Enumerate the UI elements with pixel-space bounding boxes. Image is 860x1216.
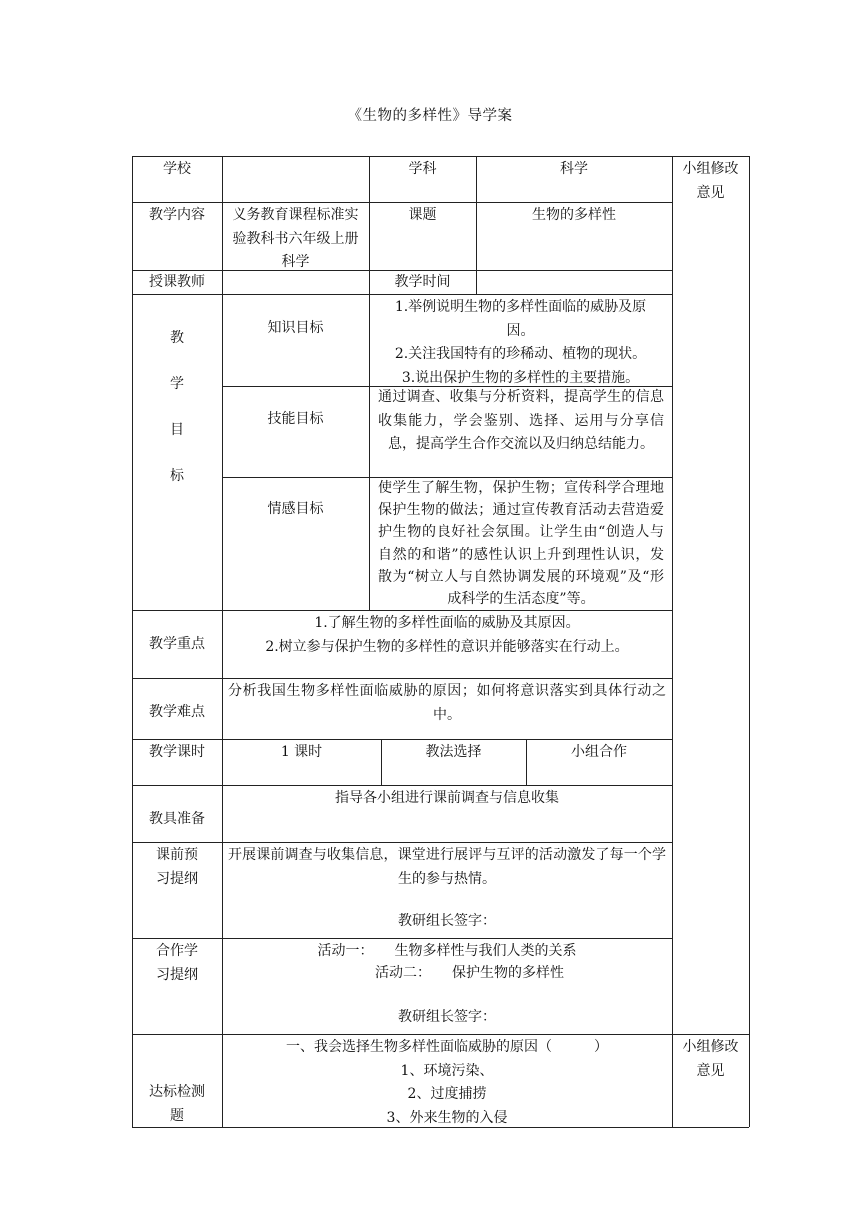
- goals-char: 学: [170, 376, 184, 392]
- coop-activity-2: 活动二： 保护生物的多样性: [375, 965, 564, 981]
- group-opinion-label-bottom: 小组修改意见: [682, 1039, 739, 1079]
- method-value: 小组合作: [571, 744, 627, 760]
- subject-label: 学科: [408, 161, 437, 177]
- emotion-label: 情感目标: [267, 501, 324, 517]
- test-block: [222, 1036, 672, 1130]
- coop-sign: 教研组长签字：: [398, 1009, 496, 1025]
- skill-text: 通过调查、收集与分析资料，提高学生的信息收集能力，学会鉴别、选择、运用与分享信息，提高学生合作交流以及归纳总结能力。: [378, 389, 664, 452]
- skill-label: 技能目标: [267, 411, 324, 427]
- teacher-label: 授课教师: [149, 274, 205, 290]
- time-label: 教学时间: [394, 274, 451, 290]
- goals-char: 教: [170, 330, 184, 346]
- page-title: 《生物的多样性》导学案: [347, 108, 513, 124]
- topic-label: 课题: [408, 207, 437, 223]
- tools-value: 指导各小组进行课前调查与信息收集: [335, 790, 559, 806]
- content-label: 教学内容: [149, 207, 205, 223]
- key-points: [222, 612, 672, 659]
- tools-label: 教具准备: [149, 811, 205, 827]
- preview-text: 开展课前调查与收集信息，课堂进行展评与互评的活动激发了每一个学生的参与热情。: [228, 847, 666, 887]
- subject-value: 科学: [560, 161, 588, 177]
- knowledge-label: 知识目标: [267, 320, 324, 336]
- goals-label: [132, 315, 222, 499]
- school-label: 学校: [163, 161, 191, 177]
- emotion-text: 使学生了解生物，保护生物；宣传科学合理地保护生物的做法；通过宣传教育活动去营造爱护生物的良好社会氛围。让学生由“创造人与自然的和谐”的感性认识上升到理性认识，发散为“树立人与自然协调发展的环境观”及“形成科学的生活态度”等。: [378, 480, 664, 608]
- preview-sign: 教研组长签字：: [398, 913, 496, 929]
- difficulty-text: 分析我国生物多样性面临威胁的原因；如何将意识落实到具体行动之中。: [228, 683, 666, 723]
- content-value: 义务教育课程标准实验教科书六年级上册科学: [232, 207, 359, 270]
- preview-label: 课前预习提纲: [156, 847, 198, 887]
- knowledge-line: 3.说出保护生物的多样性的主要措施。: [401, 369, 640, 386]
- test-option: 3、外来生物的入侵: [386, 1109, 508, 1126]
- goals-char: 标: [170, 468, 184, 484]
- test-label: 达标检测题: [149, 1084, 205, 1124]
- method-label: 教法选择: [425, 744, 482, 760]
- knowledge-goals: [369, 296, 672, 390]
- test-option: 2、过度捕捞: [407, 1086, 487, 1102]
- knowledge-line: 2.关注我国特有的珍稀动、植物的现状。: [394, 346, 647, 362]
- topic-value: 生物的多样性: [532, 207, 616, 223]
- key-line: 2.树立参与保护生物的多样性的意识并能够落实在行动上。: [265, 638, 629, 655]
- hours-value: 1 课时: [280, 744, 323, 760]
- coop-activity-1: 活动一： 生物多样性与我们人类的关系: [317, 943, 577, 959]
- difficulty-label: 教学难点: [149, 704, 205, 720]
- test-question: 一、我会选择生物多样性面临威胁的原因（ ）: [286, 1039, 608, 1055]
- goals-char: 目: [170, 422, 184, 438]
- hours-label: 教学课时: [149, 744, 205, 760]
- key-line: 1.了解生物的多样性面临的威胁及其原因。: [314, 615, 580, 631]
- coop-label: 合作学习提纲: [156, 943, 198, 983]
- knowledge-line: 1.举例说明生物的多样性面临的威胁及原因。: [394, 299, 647, 339]
- key-label: 教学重点: [149, 636, 205, 652]
- group-opinion-label: 小组修改意见: [682, 161, 739, 201]
- test-option: 1、环境污染、: [400, 1062, 494, 1079]
